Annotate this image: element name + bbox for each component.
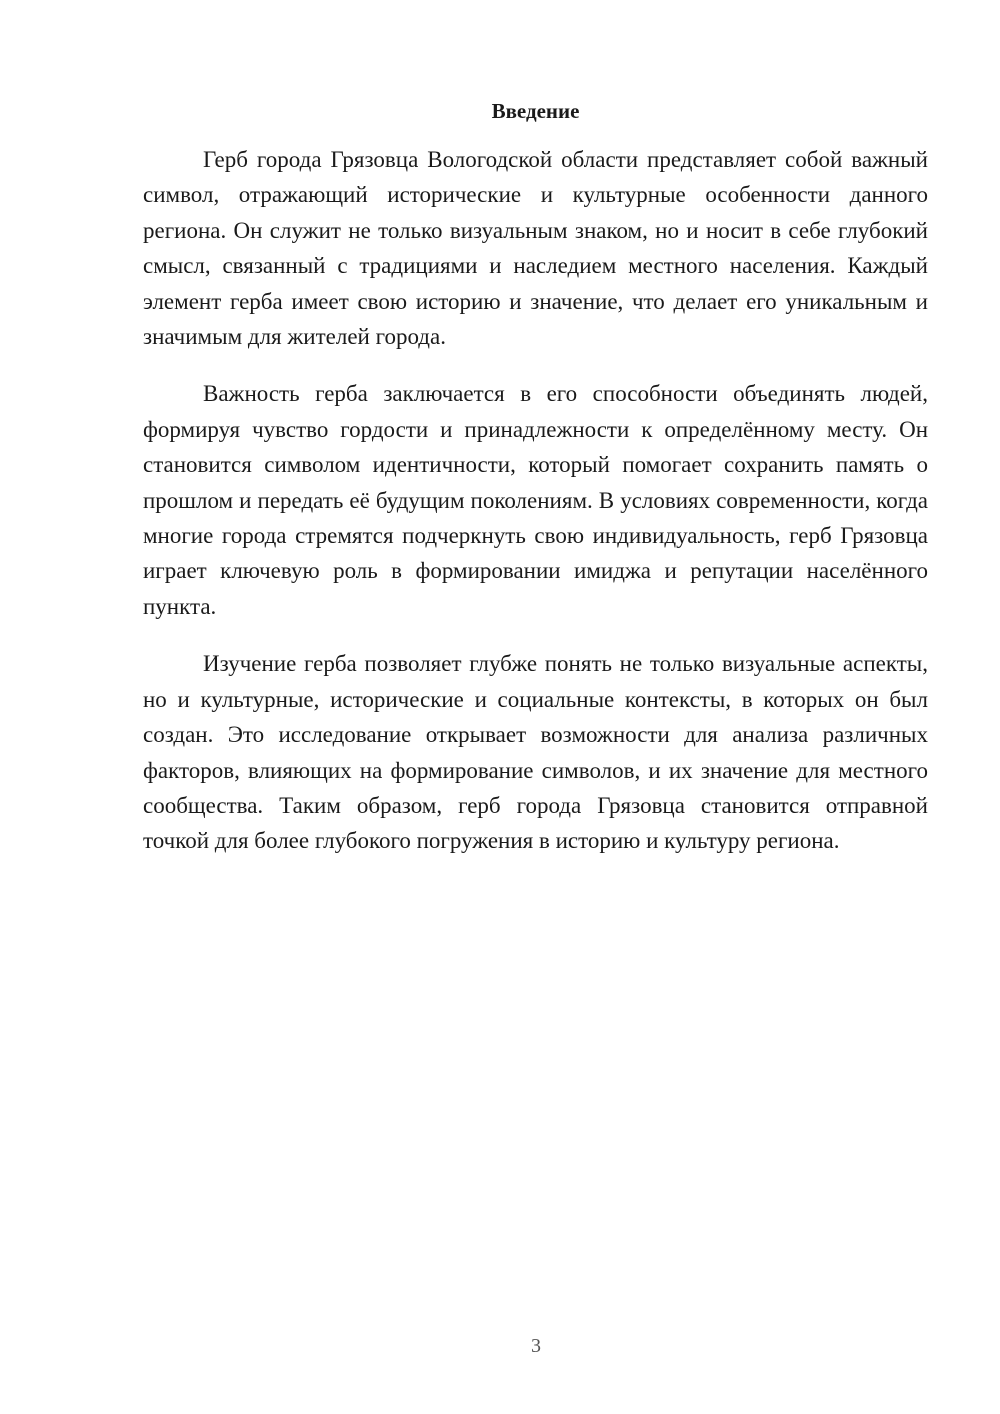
paragraph-3: Изучение герба позволяет глубже понять не только визуальные аспекты, но и культурные, исторические и социальные контексты, в которых он был создан. Это исследование открывает возможности для анализа различных факторов, влияющих на формирование символов, и их значение для местного сообщества. Таким образом, герб города Грязовца становится отправной точкой для более глубокого погружения в историю и культуру региона. bbox=[143, 651, 928, 854]
paragraph-1: Герб города Грязовца Вологодской области представляет собой важный символ, отражающий исторические и культурные особенности данного региона. Он служит не только визуальным знаком, но и носит в себе глубокий смысл, связанный с традициями и наследием местного населения. Каждый элемент герба имеет свою историю и значение, что делает его уникальным и значимым для жителей города. bbox=[143, 147, 928, 350]
paragraph-2: Важность герба заключается в его способности объединять людей, формируя чувство гордости и принадлежности к определённому месту. Он становится символом идентичности, который помогает сохранить память о прошлом и передать её будущим поколениям. В условиях современности, когда многие города стремятся подчеркнуть свою индивидуальность, герб Грязовца играет ключевую роль в формировании имиджа и репутации населённого пункта. bbox=[143, 381, 928, 619]
page-content bbox=[143, 96, 928, 881]
page-number: 3 bbox=[531, 1335, 541, 1357]
section-title: Введение bbox=[491, 99, 580, 123]
